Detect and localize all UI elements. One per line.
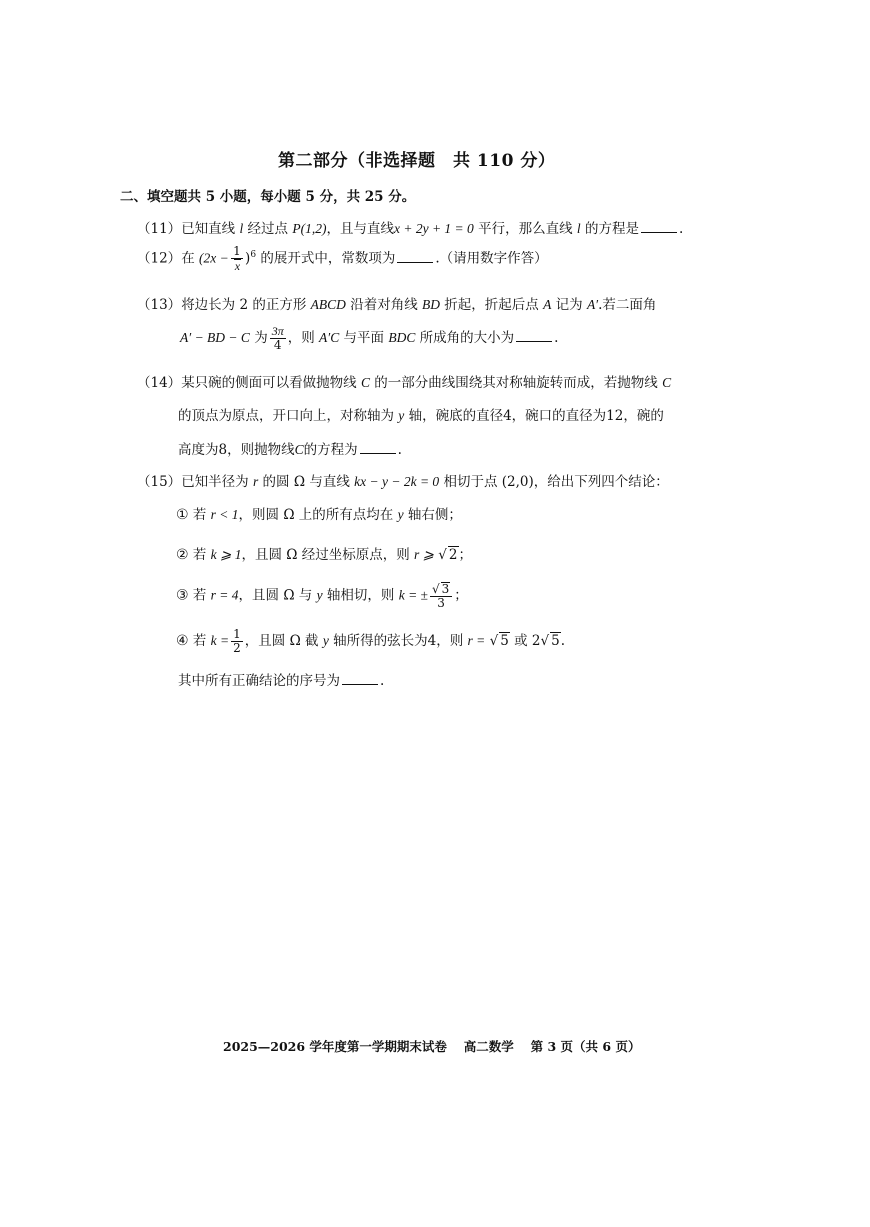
question-number: （15） <box>137 474 182 490</box>
conclusion-4: ④ 若 k = $\frac{1}{2}$ ，且圆 Ω 截 y 轴所得的弦长为4，则 r = √ 5 或 2√ 5. <box>176 627 565 656</box>
fraction: $\frac{3\pi}{4}$ <box>271 324 284 353</box>
fraction: $\frac{√ 3}{3}$ <box>430 582 452 610</box>
conclusion-marker: ① <box>176 507 189 523</box>
question-11: （11）已知直线 l 经过点 P(1,2)，且与直线x + 2y + 1 = 0 平行，那么直线 l 的方程是 . <box>137 221 684 237</box>
question-number: （11） <box>137 221 182 237</box>
question-15-intro: （15）已知半径为 r 的圆 Ω 与直线 kx − y − 2k = 0 相切于点 (2,0)，给出下列四个结论： <box>137 474 669 490</box>
fraction: $\frac{1}{2}$ <box>233 627 241 656</box>
answer-blank[interactable] <box>641 220 677 233</box>
page-footer: 2025—2026 学年度第一学期期末试卷 高二数学 第 3 页（共 6 页） <box>223 1039 641 1054</box>
section-title: 第二部分（非选择题 共 110 分） <box>278 151 556 171</box>
conclusion-2: ② 若 k ⩾ 1，且圆 Ω 经过坐标原点，则 r ⩾ √ 2； <box>176 547 472 563</box>
final-question: 其中所有正确结论的序号为 . <box>178 673 385 689</box>
question-14-line-1: （14）某只碗的侧面可以看做抛物线 C 的一部分曲线围绕其对称轴旋转而成，若抛物线 C <box>137 375 672 391</box>
question-number: （14） <box>137 375 182 391</box>
answer-blank[interactable] <box>397 250 433 263</box>
conclusion-marker: ③ <box>176 587 189 604</box>
part-heading: 二、填空题共 5 小题，每小题 5 分，共 25 分。 <box>120 189 416 205</box>
question-13-line-2: A′ − BD − C 为 $\frac{3\pi}{4}$ ，则 A′C 与平面 BDC 所成角的大小为 . <box>180 324 559 353</box>
conclusion-3: ③ 若 r = 4，且圆 Ω 与 y 轴相切，则 k = ± $\frac{√ 3}{3}$ ； <box>176 582 468 611</box>
question-13-line-1: （13）将边长为 2 的正方形 ABCD 沿着对角线 BD 折起，折起后点 A 记为 A′.若二面角 <box>137 297 657 313</box>
answer-blank[interactable] <box>342 672 378 685</box>
question-14-line-2: 的顶点为原点，开口向上，对称轴为 y 轴，碗底的直径4，碗口的直径为12，碗的 <box>178 408 664 424</box>
conclusion-marker: ④ <box>176 633 189 650</box>
conclusion-marker: ② <box>176 547 189 563</box>
answer-blank[interactable] <box>516 329 552 342</box>
conclusion-1: ① 若 r < 1，则圆 Ω 上的所有点均在 y 轴右侧； <box>176 507 462 523</box>
answer-blank[interactable] <box>360 441 396 454</box>
fraction: $\frac{1}{x}$ <box>231 245 243 273</box>
question-14-line-3: 高度为8，则抛物线C的方程为 . <box>178 442 402 458</box>
question-number: （12） <box>137 250 182 267</box>
question-number: （13） <box>137 297 182 313</box>
question-12: （12）在 (2x − $\frac{1}{x}$ )$^6$ 的展开式中，常数项为 .（请用数字作答） <box>137 244 548 274</box>
